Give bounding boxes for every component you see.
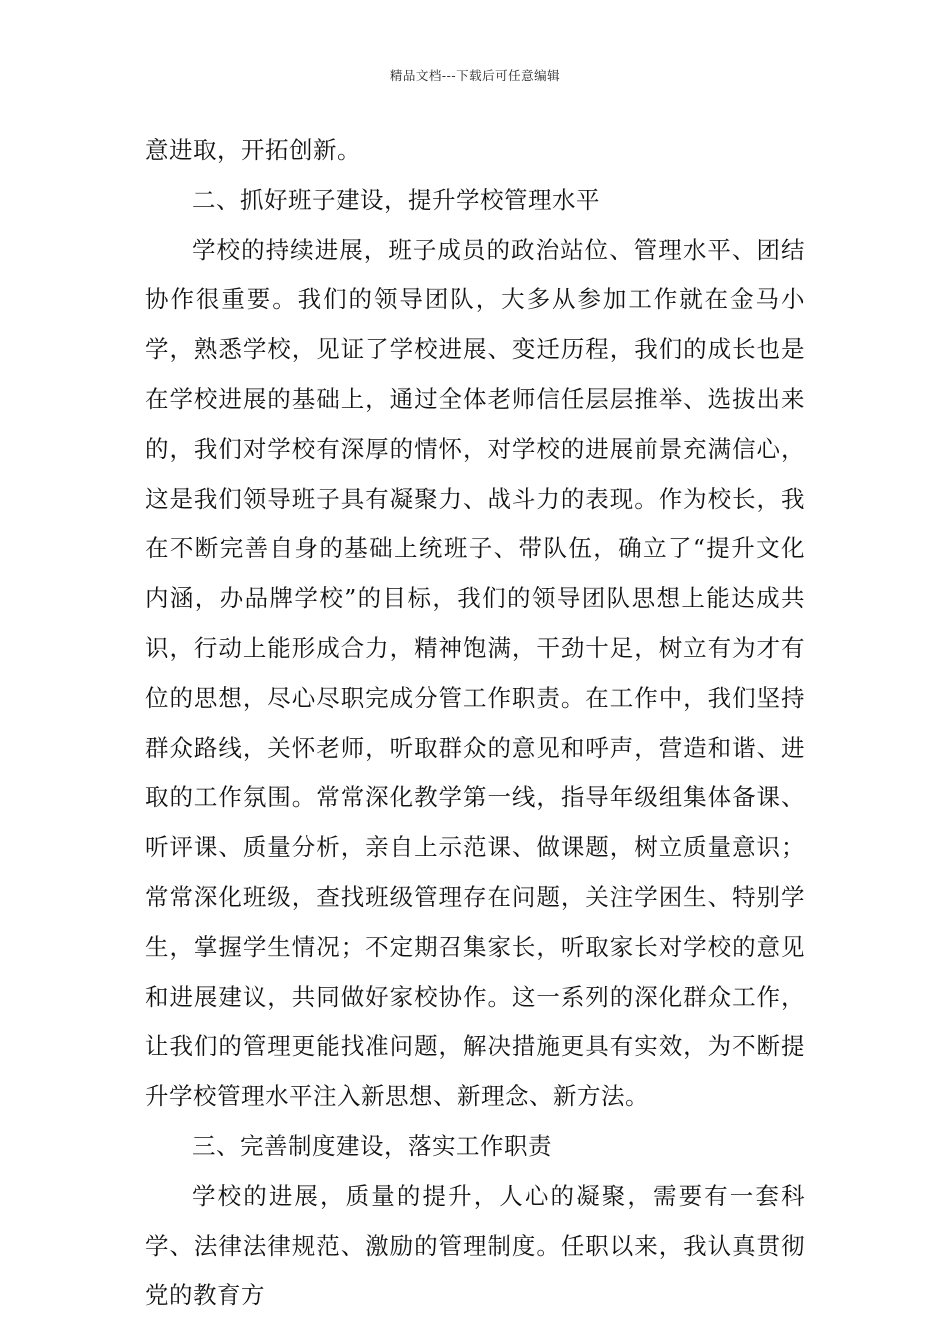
- page-header: 精品文档---下载后可任意编辑: [389, 68, 561, 83]
- section-heading-2: 二、抓好班子建设，提升学校管理水平: [192, 185, 600, 214]
- paragraph-continuation: 意进取，开拓创新。: [145, 136, 361, 164]
- section-heading-3: 三、完善制度建设，落实工作职责: [192, 1131, 552, 1160]
- document-body: [145, 126, 805, 1321]
- paragraph-body: 学校的进展，质量的提升，人心的凝聚，需要有一套科学、法律法律规范、激励的管理制度。任职以来，我认真贯彻党的教育方: [145, 1181, 805, 1310]
- paragraph-body: 学校的持续进展，班子成员的政治站位、管理水平、团结协作很重要。我们的领导团队，大多从参加工作就在金马小学，熟悉学校，见证了学校进展、变迁历程，我们的成长也是在学校进展的基础上，通过全体老师信任层层推举、选拔出来的，我们对学校有深厚的情怀，对学校的进展前景充满信心，这是我们领导班子具有凝聚力、战斗力的表现。作为校长，我在不断完善自身的基础上统班子、带队伍，确立了“提升文化内涵，办品牌学校”的目标，我们的领导团队思想上能达成共识，行动上能形成合力，精神饱满，干劲十足，树立有为才有位的思想，尽心尽职完成分管工作职责。在工作中，我们坚持群众路线，关怀老师，听取群众的意见和呼声，营造和谐、进取的工作氛围。常常深化教学第一线，指导年级组集体备课、听评课、质量分析，亲自上示范课、做课题，树立质量意识；常常深化班级，查找班级管理存在问题，关注学困生、特别学生，掌握学生情况；不定期召集家长，听取家长对学校的意见和进展建议，共同做好家校协作。这一系列的深化群众工作，让我们的管理更能找准问题，解决措施更具有实效，为不断提升学校管理水平注入新思想、新理念、新方法。: [145, 235, 805, 1111]
